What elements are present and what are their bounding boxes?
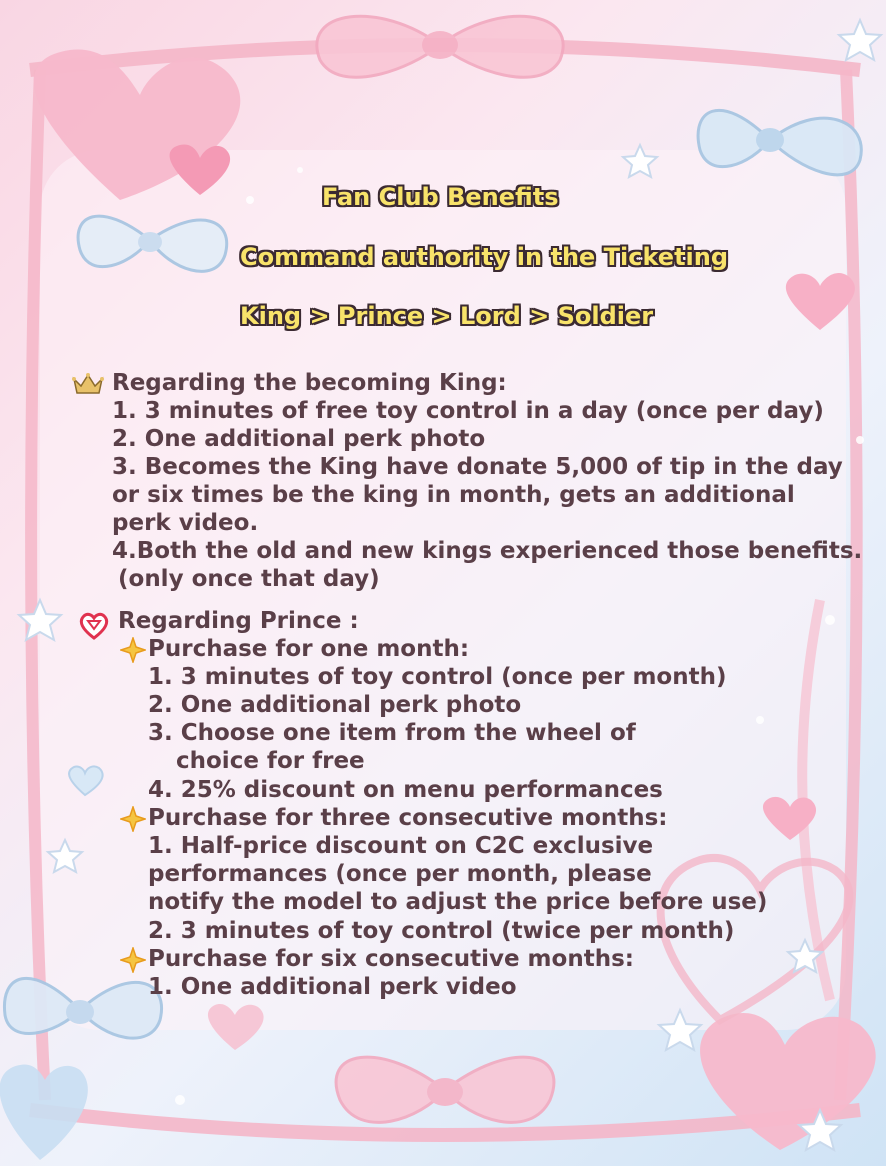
ranking-line: King > Prince > Lord > Soldier — [240, 302, 654, 330]
three-months-line-1: 1. Half-price discount on C2C exclusive — [148, 833, 654, 859]
king-heading: Regarding the becoming King: — [112, 370, 507, 396]
six-months-line-1: 1. One additional perk video — [148, 974, 517, 1000]
one-month-line-1: 1. 3 minutes of toy control (once per month) — [148, 664, 727, 690]
page-subtitle: Command authority in the Ticketing — [240, 243, 729, 271]
sparkle-star-icon — [120, 806, 146, 832]
one-month-line-4: choice for free — [176, 748, 365, 774]
one-month-line-2: 2. One additional perk photo — [148, 692, 522, 718]
prince-heading: Regarding Prince : — [118, 608, 359, 634]
sparkle-star-icon — [120, 947, 146, 973]
three-months-line-2: performances (once per month, please — [148, 861, 652, 887]
three-months-line-3: notify the model to adjust the price before use) — [148, 889, 768, 915]
three-months-heading: Purchase for three consecutive months: — [148, 805, 668, 831]
sparkle-star-icon — [120, 637, 146, 663]
six-months-heading: Purchase for six consecutive months: — [148, 946, 634, 972]
one-month-heading: Purchase for one month: — [148, 636, 470, 662]
king-line-2: 2. One additional perk photo — [112, 426, 486, 452]
king-line-5: perk video. — [112, 510, 259, 536]
heart-gem-icon — [78, 612, 110, 640]
three-months-line-4: 2. 3 minutes of toy control (twice per month) — [148, 918, 735, 944]
king-line-7: (only once that day) — [118, 566, 380, 592]
king-line-3: 3. Becomes the King have donate 5,000 of tip in the day — [112, 454, 843, 480]
crown-icon — [72, 373, 104, 395]
king-line-1: 1. 3 minutes of free toy control in a day (once per day) — [112, 398, 824, 424]
one-month-line-3: 3. Choose one item from the wheel of — [148, 720, 636, 746]
king-line-6: 4.Both the old and new kings experienced those benefits. — [112, 538, 863, 564]
page-title: Fan Club Benefits — [322, 183, 559, 211]
one-month-line-5: 4. 25% discount on menu performances — [148, 777, 663, 803]
king-line-4: or six times be the king in month, gets an additional — [112, 482, 795, 508]
